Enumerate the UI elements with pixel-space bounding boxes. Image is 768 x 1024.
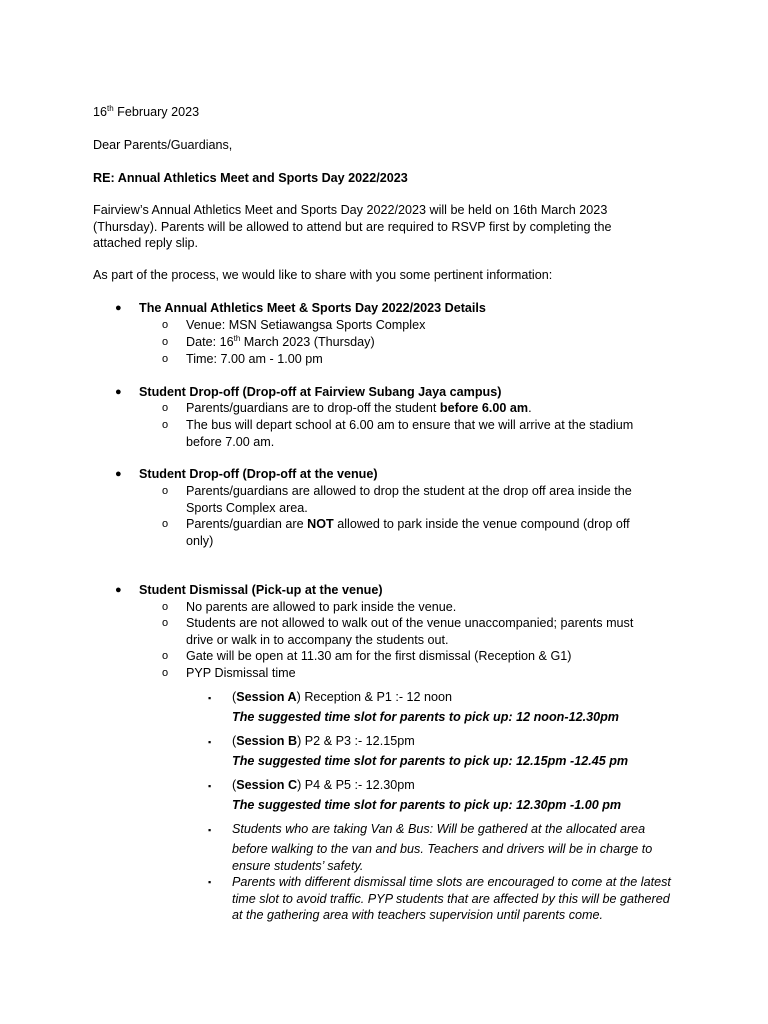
date-rest: February 2023	[113, 105, 200, 119]
details-heading-text: The Annual Athletics Meet & Sports Day 2022/2023 Details	[139, 301, 486, 315]
session-b-line	[232, 733, 682, 750]
sub-bullet-marker: o	[162, 336, 169, 348]
van-bus-line-1: Students who are taking Van & Bus: Will be gathered at the allocated area	[232, 822, 646, 836]
sub-bullet-marker: o	[162, 419, 169, 431]
sub-bullet-marker: o	[162, 617, 169, 629]
square-bullet-marker: ▪	[208, 825, 212, 835]
bullet-marker: ●	[115, 302, 122, 314]
dropoff-campus-heading	[139, 384, 659, 401]
dismissal-item-1: No parents are allowed to park inside the venue.	[186, 600, 457, 614]
dismissal-item-3: Gate will be open at 11.30 am for the first dismissal (Reception & G1)	[186, 649, 572, 663]
dropoff-campus-item-2: The bus will depart school at 6.00 am to ensure that we will arrive at the stadium before 7.00 am.	[186, 418, 634, 449]
session-b-slot: The suggested time slot for parents to pick up: 12.15pm -12.45 pm	[232, 754, 629, 768]
sub-bullet-marker: o	[162, 319, 169, 331]
dismissal-heading	[139, 582, 659, 599]
square-bullet-marker: ▪	[208, 693, 212, 703]
dismissal-item-4: PYP Dismissal time	[186, 666, 296, 680]
dropoff-venue-item-2-pre: Parents/guardian are	[186, 517, 308, 531]
session-b-detail: ) P2 & P3 :- 12.15pm	[297, 734, 415, 748]
sub-bullet-marker: o	[162, 650, 169, 662]
date-day: 16	[93, 105, 108, 119]
dropoff-venue-heading-text: Student Drop-off (Drop-off at the venue)	[139, 467, 378, 481]
sub-bullet-marker: o	[162, 518, 169, 530]
details-date-pre: Date: 16	[186, 335, 234, 349]
session-c-open: (	[232, 778, 237, 792]
session-c-detail: ) P4 & P5 :- 12.30pm	[297, 778, 415, 792]
bullet-marker: ●	[115, 468, 122, 480]
session-b-open: (	[232, 734, 237, 748]
square-bullet-marker: ▪	[208, 781, 212, 791]
dropoff-venue-heading	[139, 466, 659, 483]
share-paragraph: As part of the process, we would like to share with you some pertinent information:	[93, 268, 553, 282]
session-a-detail: ) Reception & P1 :- 12 noon	[296, 690, 453, 704]
subject-text: RE: Annual Athletics Meet and Sports Day 2022/2023	[93, 171, 408, 185]
details-heading	[139, 300, 659, 317]
dismissal-heading-text: Student Dismissal (Pick-up at the venue)	[139, 583, 383, 597]
session-a-line	[232, 689, 682, 706]
dropoff-venue-item-2-bold: NOT	[307, 517, 334, 531]
dropoff-venue-item-2-post: allowed to park inside the venue compound (drop off only)	[186, 517, 630, 548]
dropoff-venue-item-1: Parents/guardians are allowed to drop the student at the drop off area inside the Sports Complex area.	[186, 484, 632, 515]
sub-bullet-marker: o	[162, 353, 169, 365]
dropoff-venue-item-2	[186, 516, 656, 549]
dropoff-campus-heading-text: Student Drop-off (Drop-off at Fairview Subang Jaya campus)	[139, 385, 502, 399]
session-a-slot: The suggested time slot for parents to pick up: 12 noon-12.30pm	[232, 710, 619, 724]
dropoff-campus-item-1-bold: before 6.00 am	[439, 401, 529, 415]
dropoff-campus-item-1-post: .	[528, 401, 532, 415]
sub-bullet-marker: o	[162, 402, 169, 414]
details-date-post: March 2023 (Thursday)	[240, 335, 375, 349]
square-bullet-marker: ▪	[208, 737, 212, 747]
dismissal-item-2: Students are not allowed to walk out of the venue unaccompanied; parents must drive or walk in to accompany the students out.	[186, 616, 634, 647]
sub-bullet-marker: o	[162, 601, 169, 613]
session-b-label: Session B	[236, 734, 298, 748]
bullet-marker: ●	[115, 584, 122, 596]
intro-paragraph: Fairview’s Annual Athletics Meet and Sports Day 2022/2023 will be held on 16th March 2023 (Thursday). Parents will be allowed to attend but are required to RSVP first by completing the attached reply slip.	[93, 203, 612, 250]
dropoff-campus-item-1	[186, 400, 656, 417]
bullet-marker: ●	[115, 386, 122, 398]
details-date-sup: th	[233, 333, 241, 343]
different-slots-note: Parents with different dismissal time slots are encouraged to come at the latest time slot to avoid traffic. PYP students that are affected by this will be gathered at the gathering area with teachers supervision until parents come.	[232, 875, 671, 922]
session-a-open: (	[232, 690, 237, 704]
subject-line	[93, 170, 638, 187]
date-suffix: th	[107, 103, 114, 113]
session-c-slot: The suggested time slot for parents to pick up: 12.30pm -1.00 pm	[232, 798, 622, 812]
details-time: Time: 7.00 am - 1.00 pm	[186, 352, 323, 366]
details-venue: Venue: MSN Setiawangsa Sports Complex	[186, 318, 426, 332]
salutation: Dear Parents/Guardians,	[93, 138, 233, 152]
session-a-label: Session A	[236, 690, 297, 704]
square-bullet-marker: ▪	[208, 877, 212, 887]
sub-bullet-marker: o	[162, 485, 169, 497]
van-bus-line-2: before walking to the van and bus. Teachers and drivers will be in charge to ensure students’ safety.	[232, 842, 653, 873]
letter-date	[93, 104, 638, 121]
dropoff-campus-item-1-pre: Parents/guardians are to drop-off the student	[186, 401, 440, 415]
sub-bullet-marker: o	[162, 667, 169, 679]
session-c-line	[232, 777, 682, 794]
details-date	[186, 334, 656, 351]
session-c-label: Session C	[236, 778, 298, 792]
